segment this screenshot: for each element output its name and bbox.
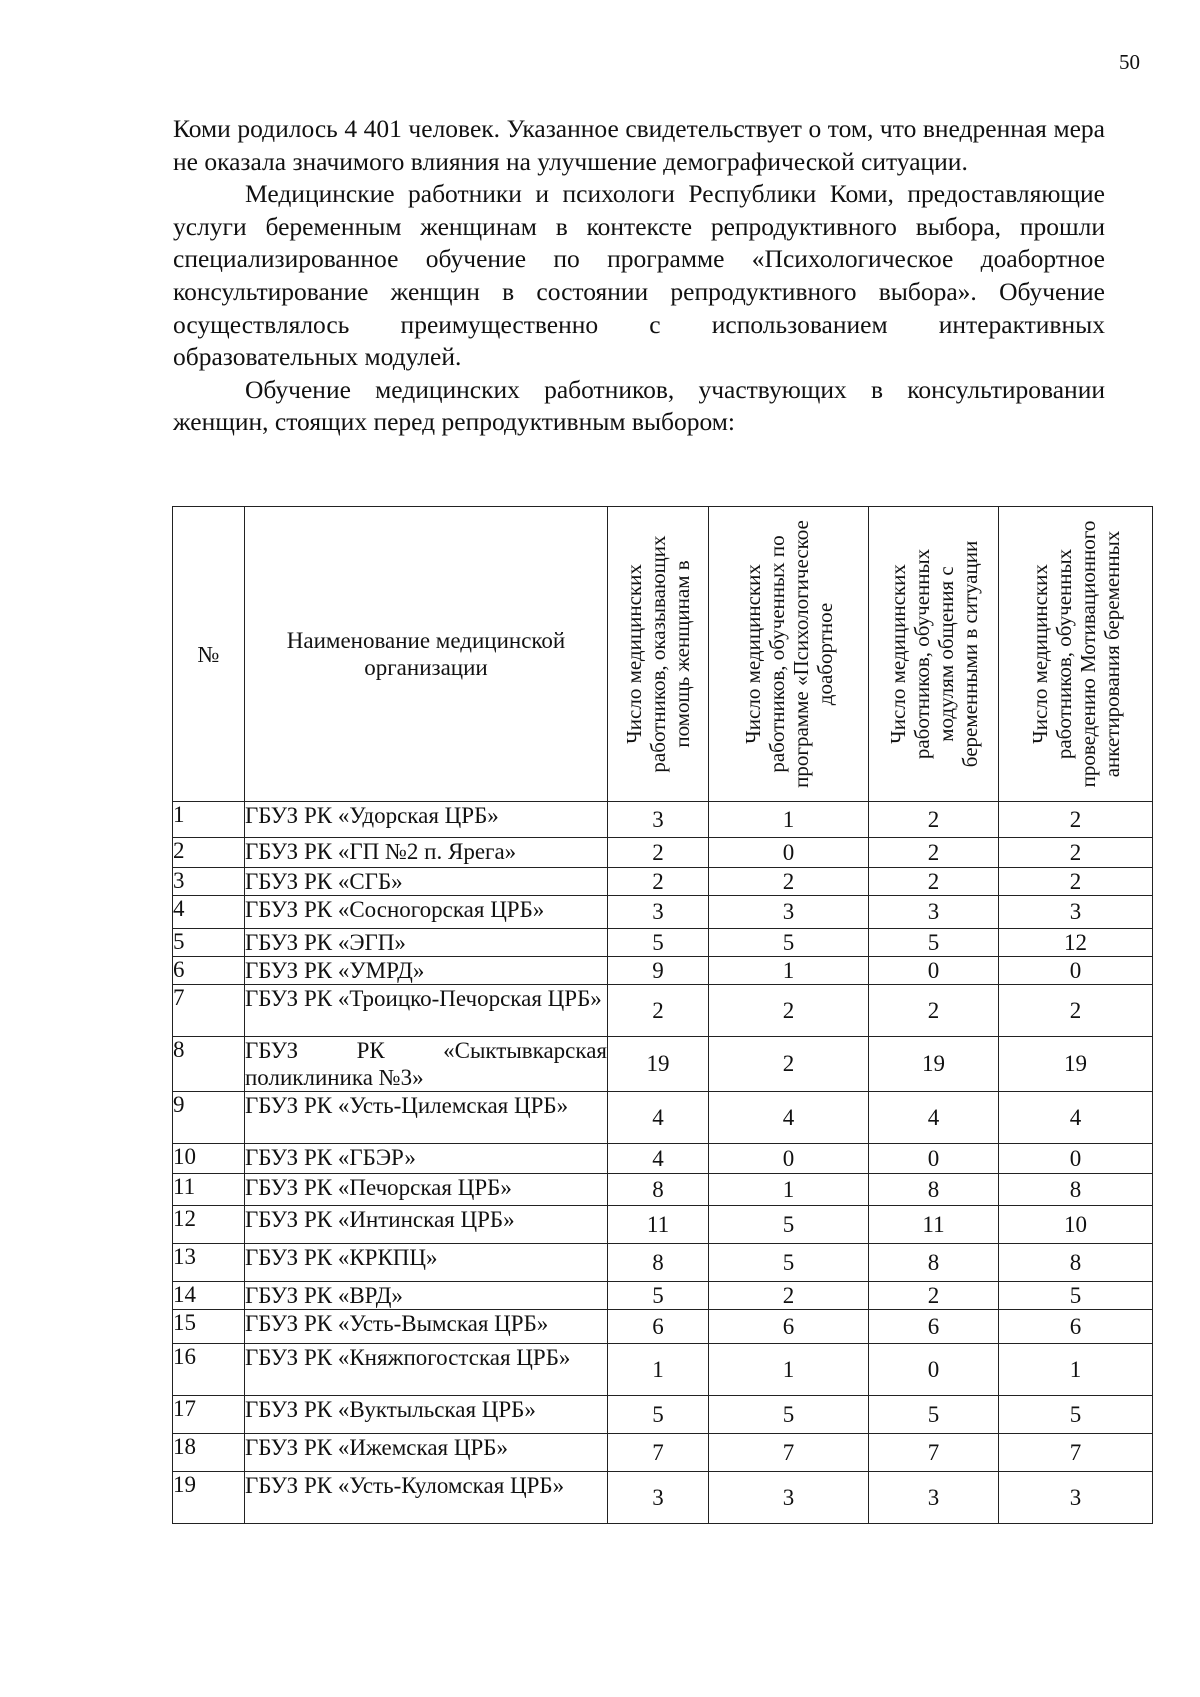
table-row	[173, 1144, 1153, 1174]
cell-col-1: 4	[608, 1144, 709, 1174]
cell-number: 19	[173, 1472, 245, 1524]
cell-col-2: 3	[709, 896, 869, 929]
cell-col-4: 5	[999, 1396, 1153, 1434]
cell-number: 14	[173, 1282, 245, 1310]
table-row	[173, 802, 1153, 838]
cell-col-1: 2	[608, 868, 709, 896]
cell-col-4: 2	[999, 868, 1153, 896]
cell-organization: ГБУЗ РК «Ижемская ЦРБ»	[245, 1434, 608, 1472]
cell-col-4: 1	[999, 1344, 1153, 1396]
cell-col-3: 4	[869, 1092, 999, 1144]
paragraph-2: Медицинские работники и психологи Республики Коми, предоставляющие услуги беременным женщинам в контексте репродуктивного выбора, прошли специализированное обучение по программе «Психологическое доабортное консультирование женщин в состоянии репродуктивного выбора». Обучение осуществлялось преимущественно с использованием интерактивных образовательных модулей.	[173, 179, 1105, 372]
cell-organization: ГБУЗ РК «Печорская ЦРБ»	[245, 1174, 608, 1206]
cell-col-4: 0	[999, 957, 1153, 985]
cell-col-3: 0	[869, 957, 999, 985]
cell-col-4: 8	[999, 1244, 1153, 1282]
cell-col-1: 5	[608, 1282, 709, 1310]
cell-col-1: 11	[608, 1206, 709, 1244]
cell-col-2: 2	[709, 1282, 869, 1310]
cell-number: 18	[173, 1434, 245, 1472]
table-row	[173, 1282, 1153, 1310]
cell-number: 12	[173, 1206, 245, 1244]
cell-number: 4	[173, 896, 245, 929]
cell-organization: ГБУЗ РК «Вуктыльская ЦРБ»	[245, 1396, 608, 1434]
table-row	[173, 1310, 1153, 1344]
cell-col-1: 9	[608, 957, 709, 985]
cell-col-3: 7	[869, 1434, 999, 1472]
cell-col-2: 1	[709, 957, 869, 985]
table-row	[173, 985, 1153, 1037]
cell-col-1: 6	[608, 1310, 709, 1344]
cell-organization: ГБУЗ РК «Усть-Вымская ЦРБ»	[245, 1310, 608, 1344]
cell-col-3: 0	[869, 1144, 999, 1174]
header-number: №	[173, 507, 245, 802]
cell-col-3: 2	[869, 838, 999, 868]
cell-col-2: 2	[709, 1037, 869, 1092]
page-number: 50	[1119, 50, 1140, 74]
cell-col-3: 2	[869, 985, 999, 1037]
cell-organization: ГБУЗ РК «Удорская ЦРБ»	[245, 802, 608, 838]
cell-col-4: 3	[999, 1472, 1153, 1524]
cell-col-4: 6	[999, 1310, 1153, 1344]
cell-col-3: 8	[869, 1244, 999, 1282]
table-row	[173, 896, 1153, 929]
cell-number: 6	[173, 957, 245, 985]
cell-col-3: 0	[869, 1344, 999, 1396]
table-row	[173, 1344, 1153, 1396]
cell-col-2: 3	[709, 1472, 869, 1524]
cell-col-2: 5	[709, 1396, 869, 1434]
header-col-4	[999, 507, 1153, 802]
table-row	[173, 929, 1153, 957]
paragraph-3: Обучение медицинских работников, участвующих в консультировании женщин, стоящих перед репродуктивным выбором:	[173, 374, 1105, 437]
cell-organization: ГБУЗ РК «Троицко-Печорская ЦРБ»	[245, 985, 608, 1037]
cell-number: 3	[173, 868, 245, 896]
cell-number: 1	[173, 802, 245, 838]
cell-col-3: 2	[869, 868, 999, 896]
cell-organization: ГБУЗ РК «Интинская ЦРБ»	[245, 1206, 608, 1244]
cell-col-4: 2	[999, 985, 1153, 1037]
cell-number: 16	[173, 1344, 245, 1396]
cell-col-3: 3	[869, 1472, 999, 1524]
cell-col-3: 2	[869, 1282, 999, 1310]
cell-organization: ГБУЗ РК «ГП №2 п. Ярега»	[245, 838, 608, 868]
table-row	[173, 1434, 1153, 1472]
cell-number: 9	[173, 1092, 245, 1144]
header-organization	[245, 507, 608, 802]
table-row	[173, 1037, 1153, 1092]
cell-col-2: 2	[709, 868, 869, 896]
cell-col-1: 4	[608, 1092, 709, 1144]
table-row	[173, 1206, 1153, 1244]
cell-col-1: 5	[608, 1396, 709, 1434]
cell-col-4: 19	[999, 1037, 1153, 1092]
cell-organization: ГБУЗ РК «КРКПЦ»	[245, 1244, 608, 1282]
cell-col-2: 0	[709, 1144, 869, 1174]
cell-col-4: 5	[999, 1282, 1153, 1310]
cell-organization: ГБУЗ РК «Княжпогостская ЦРБ»	[245, 1344, 608, 1396]
table-row	[173, 868, 1153, 896]
header-col-4-label: Число медицинских работников, обученных проведению Мотивационного анкетирования беременных	[1027, 520, 1124, 788]
cell-col-4: 12	[999, 929, 1153, 957]
cell-number: 17	[173, 1396, 245, 1434]
cell-col-2: 1	[709, 802, 869, 838]
cell-col-2: 5	[709, 1206, 869, 1244]
cell-col-1: 19	[608, 1037, 709, 1092]
cell-col-4: 2	[999, 802, 1153, 838]
cell-col-2: 7	[709, 1434, 869, 1472]
cell-col-3: 2	[869, 802, 999, 838]
cell-col-2: 4	[709, 1092, 869, 1144]
cell-organization: ГБУЗ РК «Усть-Куломская ЦРБ»	[245, 1472, 608, 1524]
cell-organization: ГБУЗ РК «Сосногорская ЦРБ»	[245, 896, 608, 929]
cell-col-3: 8	[869, 1174, 999, 1206]
table-row	[173, 1174, 1153, 1206]
cell-number: 15	[173, 1310, 245, 1344]
cell-col-4: 2	[999, 838, 1153, 868]
header-organization-label: Наименование медицинской организации	[286, 628, 566, 680]
cell-col-2: 1	[709, 1174, 869, 1206]
cell-col-4: 7	[999, 1434, 1153, 1472]
cell-number: 11	[173, 1174, 245, 1206]
cell-col-3: 11	[869, 1206, 999, 1244]
cell-col-2: 5	[709, 929, 869, 957]
cell-col-3: 19	[869, 1037, 999, 1092]
cell-col-4: 8	[999, 1174, 1153, 1206]
cell-col-2: 2	[709, 985, 869, 1037]
cell-organization: ГБУЗ РК «ЭГП»	[245, 929, 608, 957]
cell-col-3: 5	[869, 1396, 999, 1434]
cell-col-2: 0	[709, 838, 869, 868]
header-col-1	[608, 507, 709, 802]
cell-number: 5	[173, 929, 245, 957]
cell-number: 10	[173, 1144, 245, 1174]
paragraph-1: Коми родилось 4 401 человек. Указанное свидетельствует о том, что внедренная мера не оказала значимого влияния на улучшение демографической ситуации.	[173, 114, 1105, 176]
table-row	[173, 838, 1153, 868]
cell-col-2: 5	[709, 1244, 869, 1282]
cell-organization: ГБУЗ РК «ГБЭР»	[245, 1144, 608, 1174]
cell-col-4: 3	[999, 896, 1153, 929]
header-col-3-label: Число медицинских работников, обученных модулям общения с беременными в ситуации	[885, 540, 982, 768]
cell-organization: ГБУЗ РК «ВРД»	[245, 1282, 608, 1310]
body-text	[173, 113, 1105, 439]
cell-col-1: 1	[608, 1344, 709, 1396]
header-col-1-label: Число медицинских работников, оказывающих помощь женщинам в	[622, 535, 694, 773]
training-table	[172, 506, 1153, 1524]
cell-col-4: 0	[999, 1144, 1153, 1174]
cell-number: 8	[173, 1037, 245, 1092]
cell-organization: ГБУЗ РК «УМРД»	[245, 957, 608, 985]
header-col-3	[869, 507, 999, 802]
cell-col-1: 2	[608, 838, 709, 868]
cell-col-4: 10	[999, 1206, 1153, 1244]
cell-col-2: 1	[709, 1344, 869, 1396]
cell-organization: ГБУЗ РК «Усть-Цилемская ЦРБ»	[245, 1092, 608, 1144]
cell-col-1: 2	[608, 985, 709, 1037]
table-header-row	[173, 507, 1153, 802]
cell-col-1: 3	[608, 896, 709, 929]
cell-col-4: 4	[999, 1092, 1153, 1144]
table-row	[173, 1396, 1153, 1434]
cell-col-1: 8	[608, 1244, 709, 1282]
cell-col-1: 7	[608, 1434, 709, 1472]
cell-organization: ГБУЗ РК «Сыктывкарская поликлиника №3»	[245, 1038, 607, 1090]
cell-number: 7	[173, 985, 245, 1037]
cell-number: 13	[173, 1244, 245, 1282]
header-col-2-label: Число медицинских работников, обученных по программе «Психологическое доабортное	[740, 520, 837, 788]
table-row	[173, 1244, 1153, 1282]
cell-number: 2	[173, 838, 245, 868]
cell-col-1: 5	[608, 929, 709, 957]
cell-col-1: 3	[608, 802, 709, 838]
cell-col-3: 3	[869, 896, 999, 929]
cell-organization: ГБУЗ РК «СГБ»	[245, 868, 608, 896]
header-col-2	[709, 507, 869, 802]
table-row	[173, 1472, 1153, 1524]
cell-col-2: 6	[709, 1310, 869, 1344]
cell-col-3: 6	[869, 1310, 999, 1344]
table-body	[173, 802, 1153, 1524]
table-row	[173, 957, 1153, 985]
cell-col-1: 3	[608, 1472, 709, 1524]
cell-col-3: 5	[869, 929, 999, 957]
cell-col-1: 8	[608, 1174, 709, 1206]
table-row	[173, 1092, 1153, 1144]
